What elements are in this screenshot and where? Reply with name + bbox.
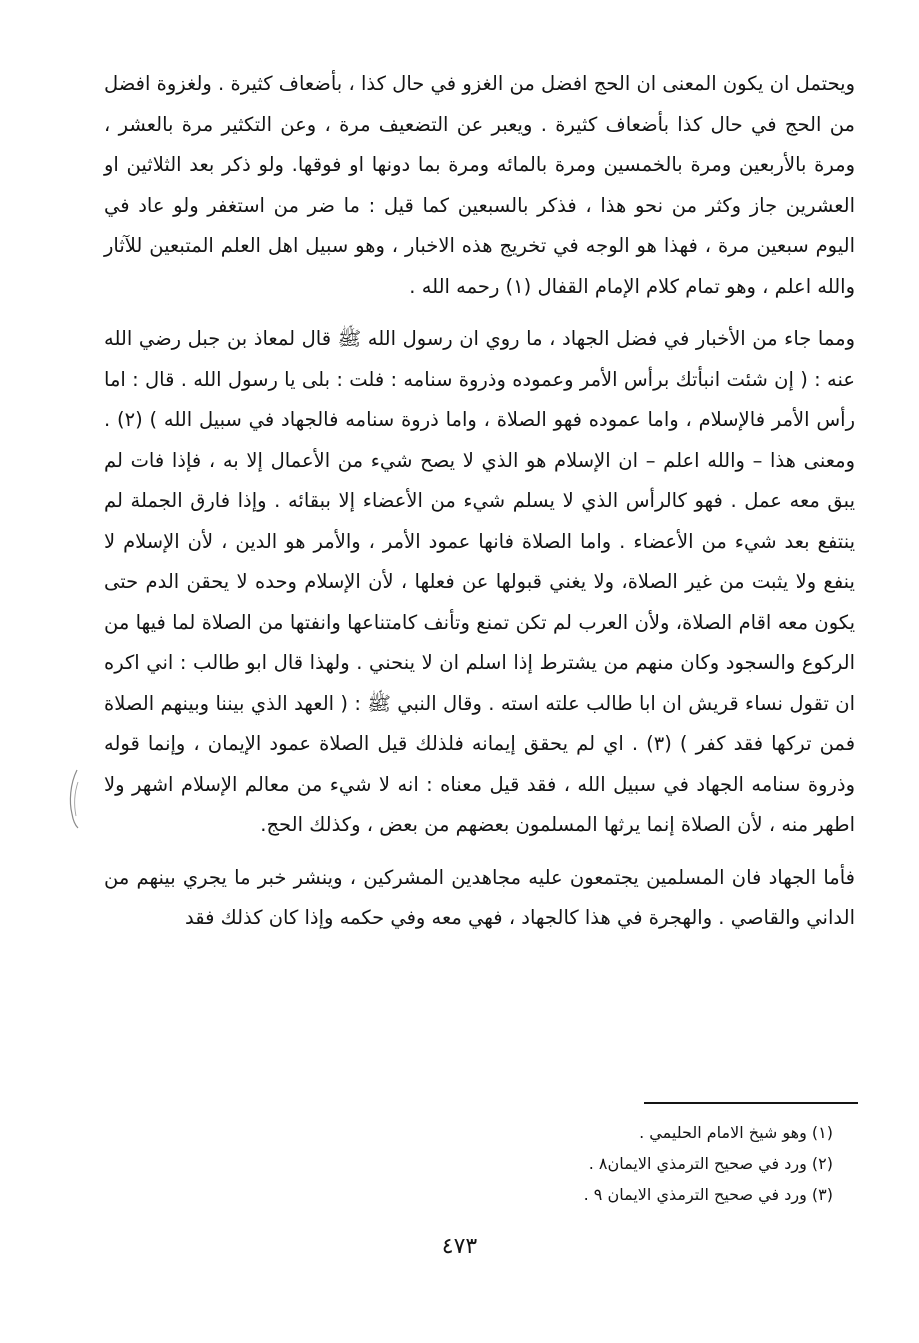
footnote-3: (٣) ورد في صحيح الترمذي الايمان ٩ . <box>583 1185 833 1204</box>
margin-pen-mark-icon <box>66 768 82 830</box>
paragraph-2: ومما جاء من الأخبار في فضل الجهاد ، ما روي ان رسول الله ﷺ قال لمعاذ بن جبل رضي الله عنه : ( إن شئت انبأتك برأس الأمر وعموده وذروة سنامه : فلت : بلى يا رسول الله . قال : اما رأس الأمر فالإسلام ، واما عموده فهو الصلاة ، واما ذروة سنامه فالجهاد في سبيل الله ) (٢) . ومعنى هذا – والله اعلم – ان الإسلام هو الذي لا يصح شيء من الأعمال إلا به ، فإذا فات لم يبق معه عمل . فهو كالرأس الذي لا يسلم شيء من الأعضاء إلا ببقائه . وإذا فارق الجملة لم ينتفع بعد شيء من الأعضاء . واما الصلاة فانها عمود الأمر ، والأمر هو الدين ، لأن الإسلام لا ينفع ولا يثبت من غير الصلاة، ولا يغني قبولها عن فعلها ، لأن الإسلام وحده لا يحقن الدم حتى يكون معه اقام الصلاة، ولأن العرب لم تكن تمنع وتأنف كامتناعها وانفتها من الصلاة لما فيها من الركوع والسجود وكان منهم من يشترط إذا اسلم ان لا ينحني . ولهذا قال ابو طالب : اني اكره ان تقول نساء قريش ان ابا طالب علته استه . وقال النبي ﷺ : ( العهد الذي بيننا وبينهم الصلاة فمن تركها فقد كفر ) (٣) . اي لم يحقق إيمانه فلذلك قيل الصلاة عمود الإيمان ، وإنما قوله وذروة سنامه الجهاد في سبيل الله ، فقد قيل معناه : انه لا شيء من معالم الإسلام اشهر ولا اطهر منه ، لأن الصلاة إنما يرثها المسلمون بعضهم من بعض ، وكذلك الحج. <box>104 327 856 836</box>
main-text <box>104 64 855 939</box>
footnote-separator <box>644 1102 858 1104</box>
paragraph-3: فأما الجهاد فان المسلمين يجتمعون عليه مجاهدين المشركين ، وينشر خبر ما يجري بينهم من الداني والقاصي . والهجرة في هذا كالجهاد ، فهي معه وفي حكمه وإذا كان كذلك فقد <box>104 865 855 929</box>
page-number: ٤٧٣ <box>441 1234 478 1259</box>
footnote-2: (٢) ورد في صحيح الترمذي الايمان٨ . <box>588 1154 833 1173</box>
footnotes <box>333 1117 833 1210</box>
footnote-1: (١) وهو شيخ الامام الحليمي . <box>639 1123 833 1142</box>
paragraph-1: ويحتمل ان يكون المعنى ان الحج افضل من الغزو في حال كذا ، بأضعاف كثيرة . ولغزوة افضل من الحج في حال كذا بأضعاف كثيرة . ويعبر عن التضعيف مرة ، وعن التكثير مرة بالعشر ، ومرة بالأربعين ومرة بالخمسين ومرة بالمائه ومرة بما دونها او فوقها. ولو ذكر بعد الثلاثين او العشرين جاز وكثر من نحو هذا ، فذكر بالسبعين كما قيل : ما ضر من استغفر ولو عاد في اليوم سبعين مرة ، فهذا هو الوجه في تخريج هذه الاخبار ، وهو سبيل اهل العلم المتبعين للآثار والله اعلم ، وهو تمام كلام الإمام القفال (١) رحمه الله . <box>104 72 855 298</box>
